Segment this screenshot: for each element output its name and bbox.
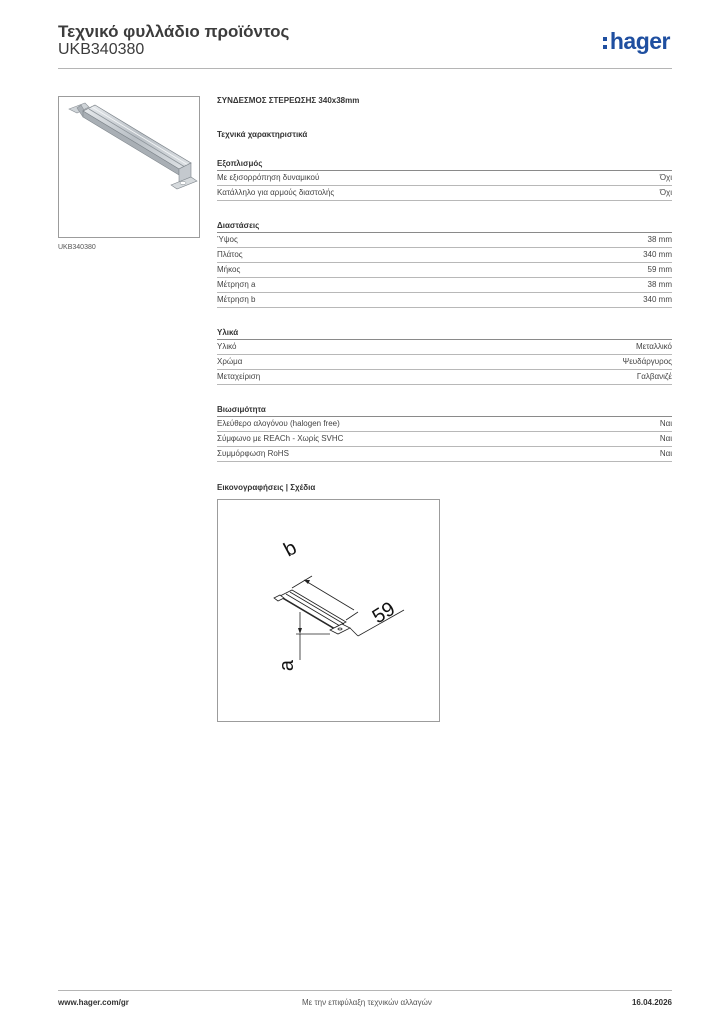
footer-date: 16.04.2026: [631, 998, 672, 1007]
spec-value: 340 mm: [643, 295, 672, 304]
spec-value: Ναι: [659, 419, 672, 428]
product-code: UKB340380: [58, 41, 145, 58]
spec-label: Μέτρηση a: [217, 280, 256, 289]
spec-value: 340 mm: [643, 250, 672, 259]
dimension-drawing-svg: [218, 500, 439, 721]
group-title: Διαστάσεις: [217, 221, 672, 233]
spec-group-sustainability: [217, 405, 672, 462]
spec-row: [217, 370, 672, 385]
spec-row: [217, 417, 672, 432]
spec-label: Σύμφωνο με REACh - Χωρίς SVHC: [217, 434, 344, 443]
spec-label: Υλικό: [217, 342, 237, 351]
spec-row: [217, 355, 672, 370]
spec-value: Όχι: [659, 188, 672, 197]
dimension-drawing: [217, 499, 440, 722]
page-header: [58, 22, 672, 70]
spec-label: Ύψος: [217, 235, 238, 244]
spec-label: Με εξισορρόπηση δυναμικού: [217, 173, 320, 182]
product-image-icon: [59, 97, 199, 237]
spec-label: Κατάλληλο για αρμούς διαστολής: [217, 188, 335, 197]
document-title: Τεχνικό φυλλάδιο προϊόντος: [58, 22, 290, 41]
spec-value: Ψευδάργυρος: [622, 357, 672, 366]
spec-label: Μεταχείριση: [217, 372, 261, 381]
spec-row: [217, 263, 672, 278]
spec-value: 38 mm: [647, 235, 672, 244]
spec-value: 59 mm: [647, 265, 672, 274]
dimension-label-a: a: [276, 659, 299, 672]
product-specifications: [217, 96, 672, 722]
illustrations-title: Εικονογραφήσεις | Σχέδια: [217, 483, 316, 492]
spec-label: Χρώμα: [217, 357, 243, 366]
spec-value: Γαλβανιζέ: [636, 372, 672, 381]
spec-row: [217, 171, 672, 186]
photo-caption: UKB340380: [58, 244, 96, 251]
spec-row: [217, 186, 672, 201]
spec-label: Πλάτος: [217, 250, 243, 259]
spec-label: Μέτρηση b: [217, 295, 256, 304]
spec-value: 38 mm: [647, 280, 672, 289]
spec-value: Μεταλλικό: [635, 342, 672, 351]
spec-row: [217, 248, 672, 263]
footer-divider: [58, 990, 672, 991]
spec-label: Ελεύθερο αλογόνου (halogen free): [217, 419, 340, 428]
footer-notice: Με την επιφύλαξη τεχνικών αλλαγών: [302, 998, 432, 1007]
hager-logo: [603, 28, 670, 55]
product-name: ΣΥΝΔΕΣΜΟΣ ΣΤΕΡΕΩΣΗΣ 340x38mm: [217, 96, 360, 105]
spec-value: Όχι: [659, 173, 672, 182]
product-photo: [58, 96, 200, 238]
footer-website-link[interactable]: www.hager.com/gr: [58, 998, 129, 1007]
dimension-label-59: 59: [368, 597, 400, 629]
spec-group-equipment: [217, 159, 672, 201]
spec-value: Ναι: [659, 434, 672, 443]
spec-label: Συμμόρφωση RoHS: [217, 449, 289, 458]
spec-label: Μήκος: [217, 265, 241, 274]
spec-row: [217, 447, 672, 462]
group-title: Βιωσιμότητα: [217, 405, 672, 417]
spec-row: [217, 432, 672, 447]
spec-value: Ναι: [659, 449, 672, 458]
group-title: Εξοπλισμός: [217, 159, 672, 171]
technical-characteristics-title: Τεχνικά χαρακτηριστικά: [217, 130, 308, 139]
spec-row: [217, 293, 672, 308]
logo-dots-icon: [603, 34, 608, 50]
spec-group-materials: [217, 328, 672, 385]
group-title: Υλικά: [217, 328, 672, 340]
spec-groups: [217, 159, 672, 462]
logo-text: hager: [609, 28, 670, 54]
header-divider: [58, 68, 672, 69]
spec-row: [217, 340, 672, 355]
spec-group-dimensions: [217, 221, 672, 308]
spec-row: [217, 278, 672, 293]
dimension-label-b: b: [280, 536, 301, 562]
spec-row: [217, 233, 672, 248]
